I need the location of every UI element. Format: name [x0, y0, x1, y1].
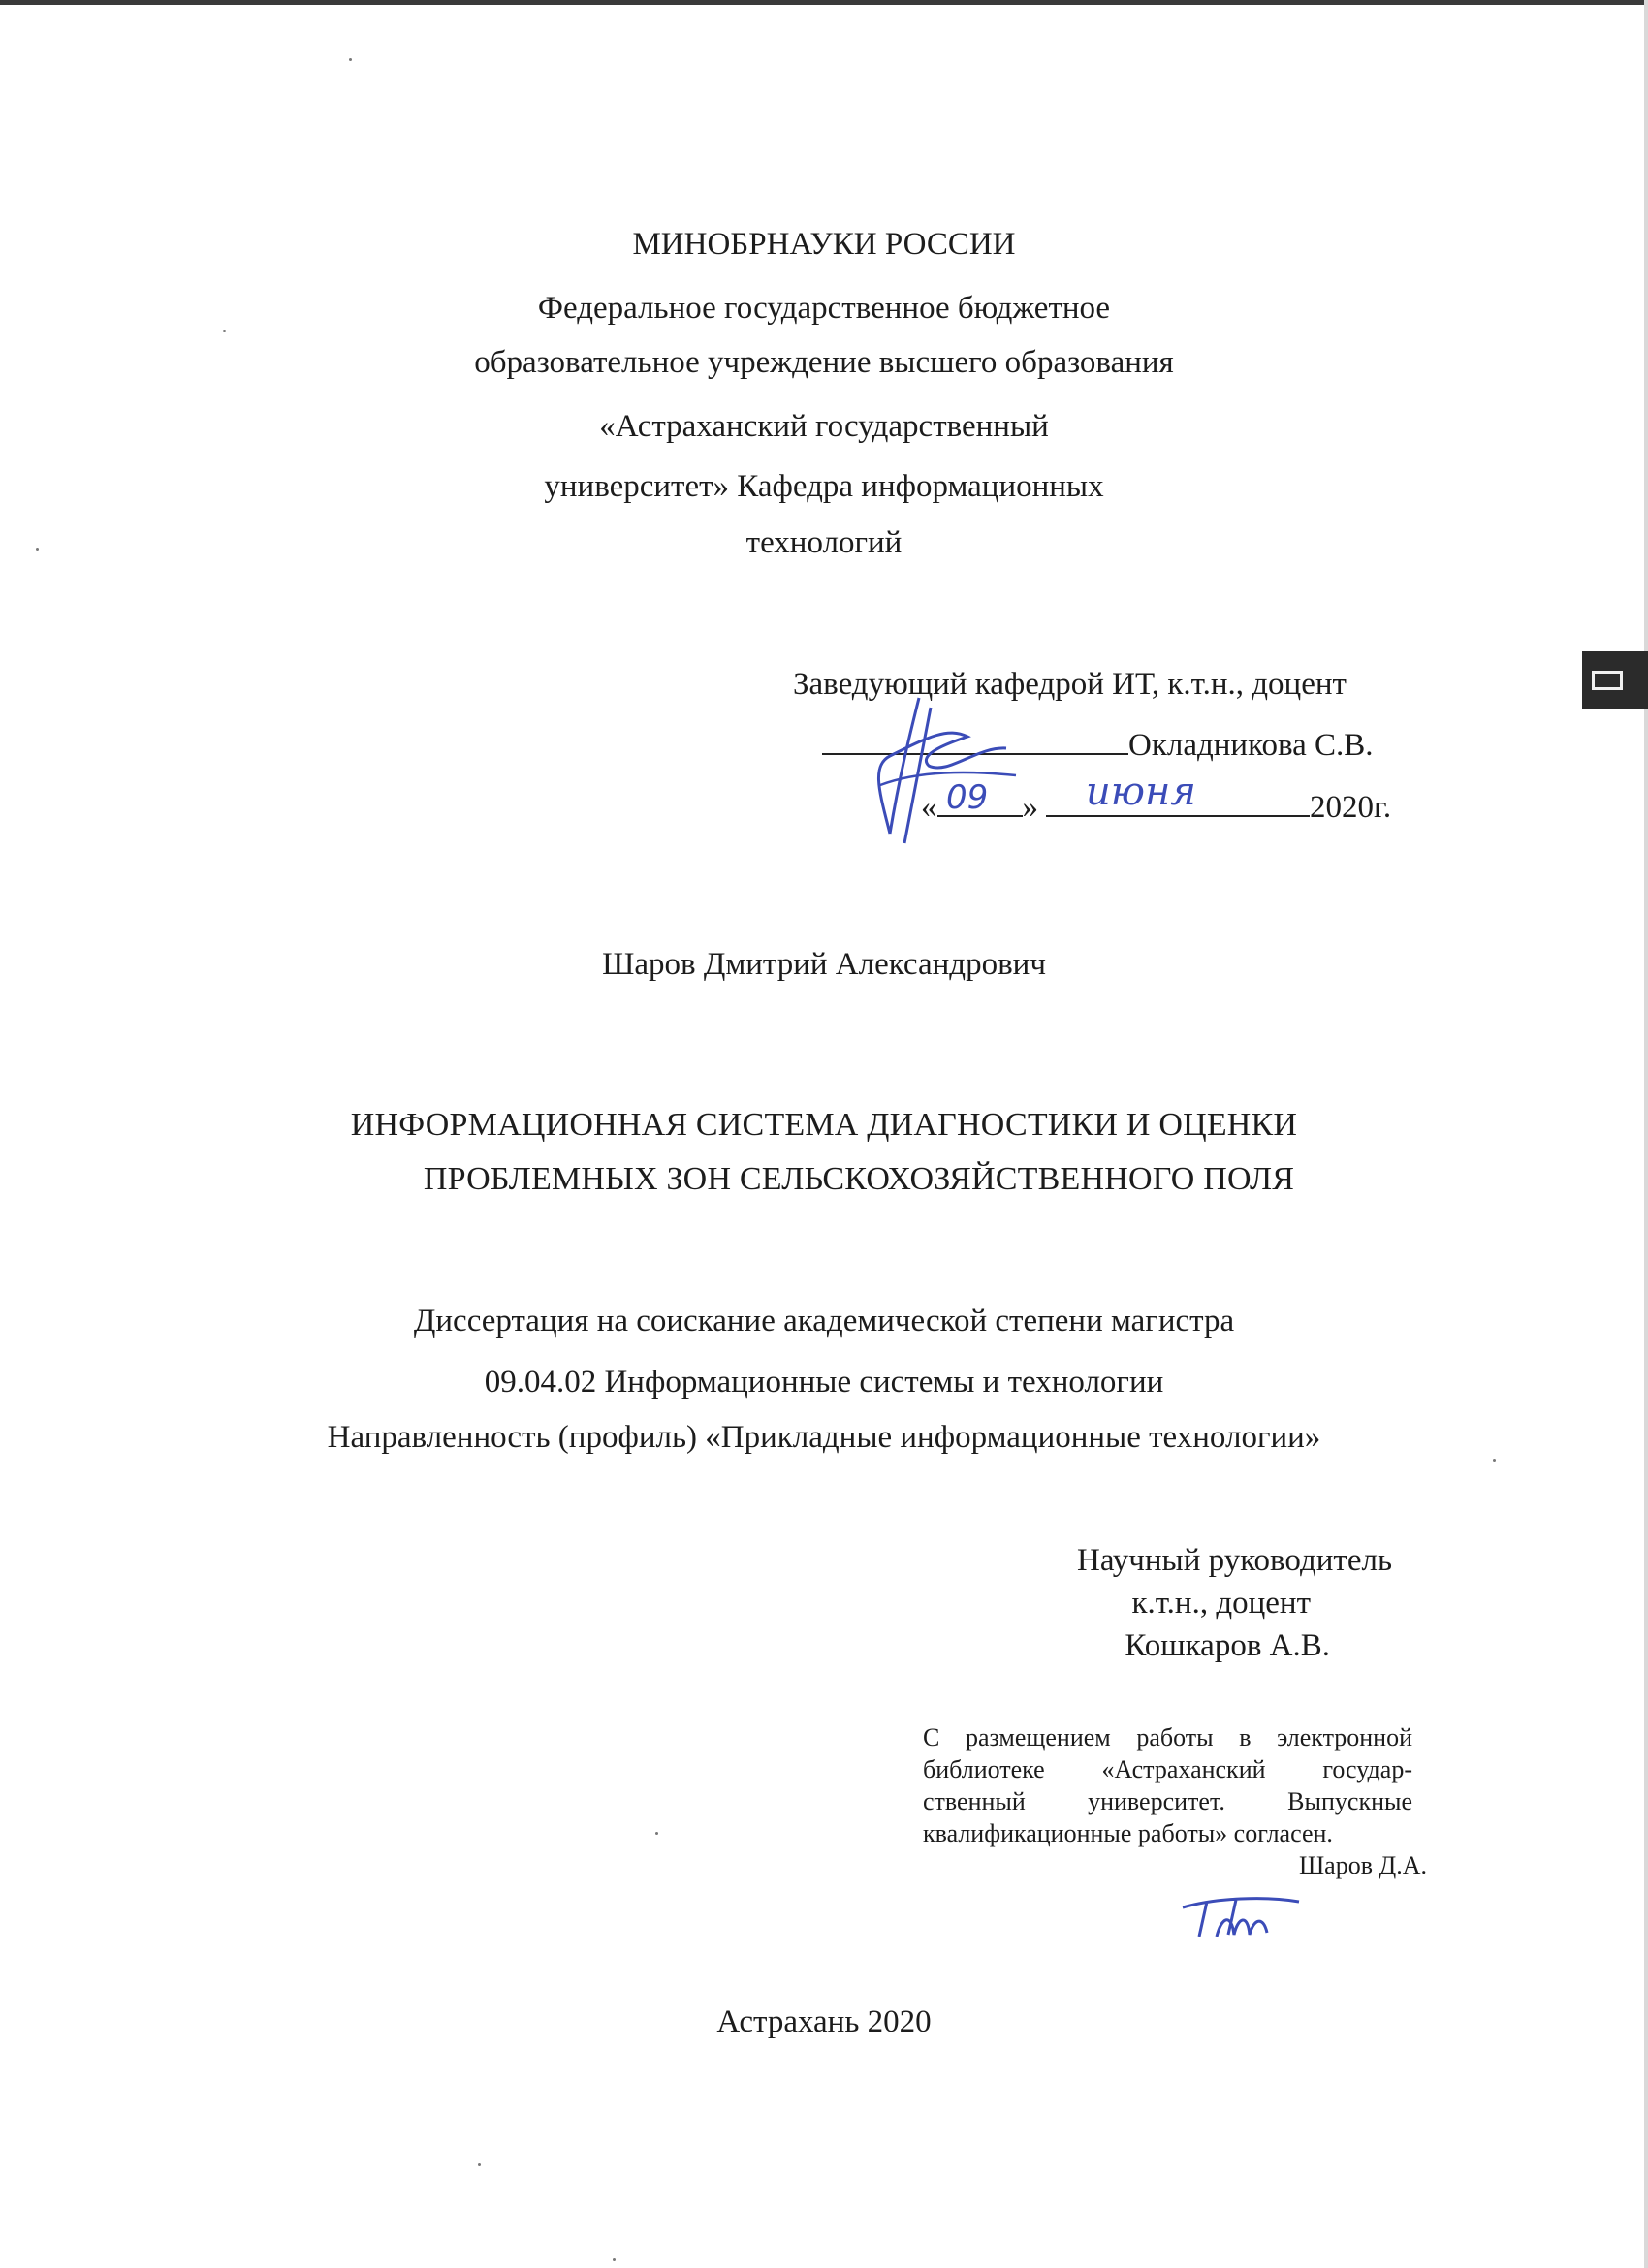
page-tab-marker	[1582, 651, 1648, 709]
scan-speck	[349, 58, 352, 61]
degree-line-2: 09.04.02 Информационные системы и технологии	[484, 1365, 1164, 1400]
author-signature-image	[1178, 1888, 1304, 1946]
svg-text:июня: июня	[1086, 770, 1196, 814]
scan-speck	[223, 330, 226, 332]
institution-line-4: университет» Кафедра информационных	[544, 469, 1104, 504]
head-signature-image	[861, 678, 1016, 853]
author-name: Шаров Дмитрий Александрович	[602, 947, 1046, 982]
degree-line-3: Направленность (профиль) «Прикладные информационные технологии»	[327, 1420, 1321, 1455]
handwritten-month	[1076, 766, 1270, 824]
city-year: Астрахань 2020	[716, 2004, 932, 2039]
scan-speck	[478, 2163, 481, 2166]
thesis-title-line-2: ПРОБЛЕМНЫХ ЗОН СЕЛЬСКОХОЗЯЙСТВЕННОГО ПОЛЯ	[423, 1161, 1295, 1197]
consent-text: С размещением работы в электронной библиотеке «Астраханский государ-ственный университет. Выпускные квалификационные работы» согласен.	[923, 1723, 1412, 1847]
supervisor-role: Научный руководитель	[1076, 1543, 1392, 1578]
scan-speck	[36, 548, 39, 551]
thesis-title-line-1: ИНФОРМАЦИОННАЯ СИСТЕМА ДИАГНОСТИКИ И ОЦЕНКИ	[350, 1107, 1298, 1143]
degree-line-1: Диссертация на соискание академической степени магистра	[413, 1304, 1235, 1339]
consent-signer: Шаров Д.А.	[1298, 1851, 1427, 1879]
supervisor-degree: к.т.н., доцент	[1131, 1586, 1311, 1621]
institution-line-3: «Астраханский государственный	[599, 409, 1049, 444]
quote-open: «	[921, 790, 937, 825]
ministry-name: МИНОБРНАУКИ РОССИИ	[632, 227, 1016, 262]
quote-close: »	[1022, 790, 1038, 825]
institution-line-1: Федеральное государственное бюджетное	[537, 291, 1111, 326]
institution-line-5: технологий	[745, 525, 903, 560]
approval-name: Окладникова С.В.	[1128, 728, 1374, 763]
supervisor-name: Кошкаров А.В.	[1125, 1628, 1330, 1663]
approval-year: 2020г.	[1310, 790, 1392, 825]
scan-top-edge	[0, 0, 1648, 5]
scan-speck	[1493, 1459, 1496, 1462]
institution-line-2: образовательное учреждение высшего образования	[474, 345, 1174, 380]
scan-speck	[613, 2258, 616, 2261]
approval-position: Заведующий кафедрой ИТ, к.т.н., доцент	[793, 667, 1347, 702]
svg-text:09: 09	[946, 778, 989, 817]
scan-speck	[655, 1832, 658, 1835]
handwritten-day	[938, 773, 1016, 822]
